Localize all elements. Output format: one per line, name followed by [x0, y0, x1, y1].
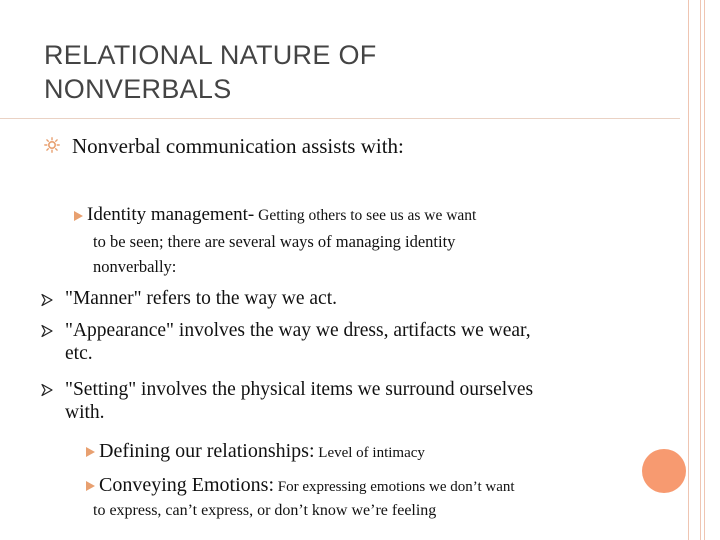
emotions-rest: For expressing emotions we don’t want: [274, 479, 515, 495]
defining-lead: Defining our relationships:: [99, 440, 315, 462]
defining-relationships-item: [84, 439, 425, 465]
title-line-1: RELATIONAL NATURE OF: [44, 40, 377, 70]
triangle-bullet-icon: [72, 210, 84, 222]
manner-item: "Manner" refers to the way we act.: [65, 288, 338, 309]
defining-rest: Level of intimacy: [314, 445, 425, 461]
decorative-border-line: [700, 0, 701, 540]
identity-management-item: [72, 203, 476, 228]
decorative-border-line: [704, 0, 705, 540]
identity-continuation-2: nonverbally:: [93, 257, 177, 276]
slide-title: [44, 38, 604, 106]
title-divider: [0, 118, 680, 119]
identity-lead: Identity management-: [87, 204, 255, 225]
appearance-item: [65, 319, 645, 365]
arrow-bullet-icon: [40, 293, 54, 307]
arrow-bullet-icon: [40, 383, 54, 397]
arrow-bullet-icon: [40, 324, 54, 338]
setting-line-1: "Setting" involves the physical items we surround ourselves: [65, 379, 534, 400]
identity-continuation-1: to be seen; there are several ways of managing identity: [93, 232, 456, 251]
main-bullet-text: Nonverbal communication assists with:: [72, 134, 404, 158]
sun-bullet-icon: [44, 137, 60, 153]
title-line-2: NONVERBALS: [44, 74, 232, 104]
setting-line-2: with.: [65, 402, 105, 423]
decorative-circle: [642, 449, 686, 493]
triangle-bullet-icon: [84, 480, 96, 492]
appearance-line-2: etc.: [65, 343, 93, 364]
conveying-emotions-item: [84, 473, 515, 499]
appearance-line-1: "Appearance" involves the way we dress, artifacts we wear,: [65, 320, 531, 341]
identity-rest: Getting others to see us as we want: [254, 207, 477, 224]
emotions-lead: Conveying Emotions:: [99, 474, 274, 496]
setting-item: [65, 378, 645, 424]
emotions-continuation: to express, can’t express, or don’t know we’re feeling: [93, 502, 437, 519]
triangle-bullet-icon: [84, 446, 96, 458]
decorative-border-line: [688, 0, 689, 540]
